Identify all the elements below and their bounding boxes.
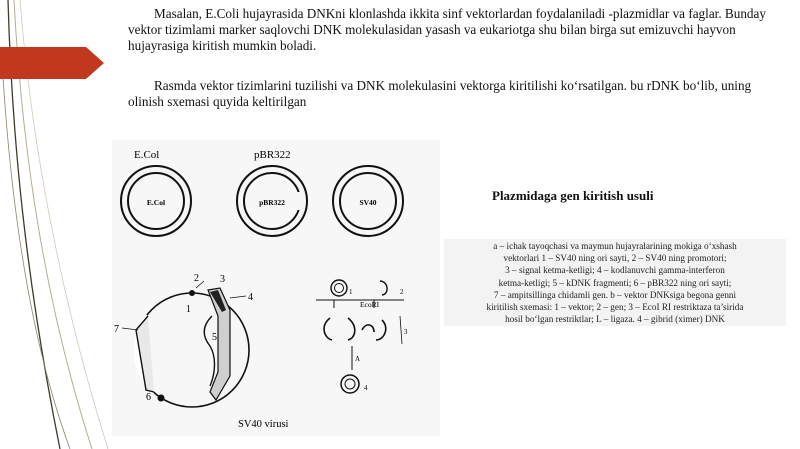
ring-label-sv40: SV40 [359,198,377,207]
ring-label-ecol: E.Col [146,198,166,207]
scheme-num-4: 4 [364,384,368,392]
legend-line: 7 – ampitsillinga chidamli gen. b – vektor DNKsiga begona genni [493,289,737,300]
legend-line: ketma-ketligi; 5 – kDNK fragmenti; 6 – pBR322 ning ori sayti; [498,277,732,288]
label-ecol-top: E.Col [134,149,160,161]
label-pbr322-top: pBR322 [254,149,291,161]
sv40-num-6: 6 [146,392,151,403]
legend-line: 3 – signal ketma-ketligi; 4 – kodlanuvchi gamma-interferon [505,265,725,276]
legend-line: hosil bo‘lgan restriktlar; L – ligaza. 4 – gibrid (ximer) DNK [505,314,725,325]
ring-label-pbr322: pBR322 [259,198,285,207]
paragraph-2: Rasmda vektor tizimlarini tuzilishi va DNK molekulasini vektorga kiritilishi ko‘rsatilgan. bu rDNK bo‘lib, uning olinish sxemasi quyida keltirilgan [128,78,752,109]
legend-line: kiritilish sxemasi: 1 – vektor; 2 – gen; 3 – EcoI RI restriktaza ta’sirida [486,302,744,313]
sv40-num-4: 4 [248,292,253,303]
cloning-scheme [316,280,408,393]
scheme-num-2: 2 [400,288,404,296]
legend-line: a – ichak tayoqchasi va maymun hujayralarining mokiga o‘xshash [493,241,737,251]
plasmid-pbr322 [237,166,307,236]
figure-legend [444,239,786,326]
slide-decoration [0,0,110,449]
scheme-num-3: 3 [404,328,408,336]
decor-line-3 [2,60,70,449]
vector-figure [112,140,440,436]
sv40-caption: SV40 virusi [238,419,289,430]
scheme-num-1: 1 [349,288,353,296]
plasmid-ecol [121,166,191,236]
sv40-construct [114,273,289,430]
legend-line: vektorlari 1 – SV40 ning ori sayti, 2 – SV40 ning promotori; [503,253,727,264]
scheme-letter: A [355,355,361,363]
plasmid-sv40 [333,166,403,236]
sv40-num-1: 1 [186,304,191,315]
sv40-num-5: 5 [212,332,217,343]
sv40-num-3: 3 [220,274,225,285]
figure-title: Plazmidaga gen kiritish usuli [492,188,654,203]
accent-arrow [0,47,104,79]
paragraph-1: Masalan, E.Coli hujayrasida DNKni klonlashda ikkita sinf vektorlardan foydalaniladi -plazmidlar va faglar. Bunday vektor tizimlami marker saqlovchi DNK molekulasidan yasash va eukariotga shu bilan birga sut emizuvchi hayvon hujayrasiga kiritish mumkin boladi. [128,6,766,53]
sv40-num-7: 7 [114,324,119,335]
scheme-enzyme: EcoRI [360,300,380,309]
sv40-num-2: 2 [194,273,199,284]
